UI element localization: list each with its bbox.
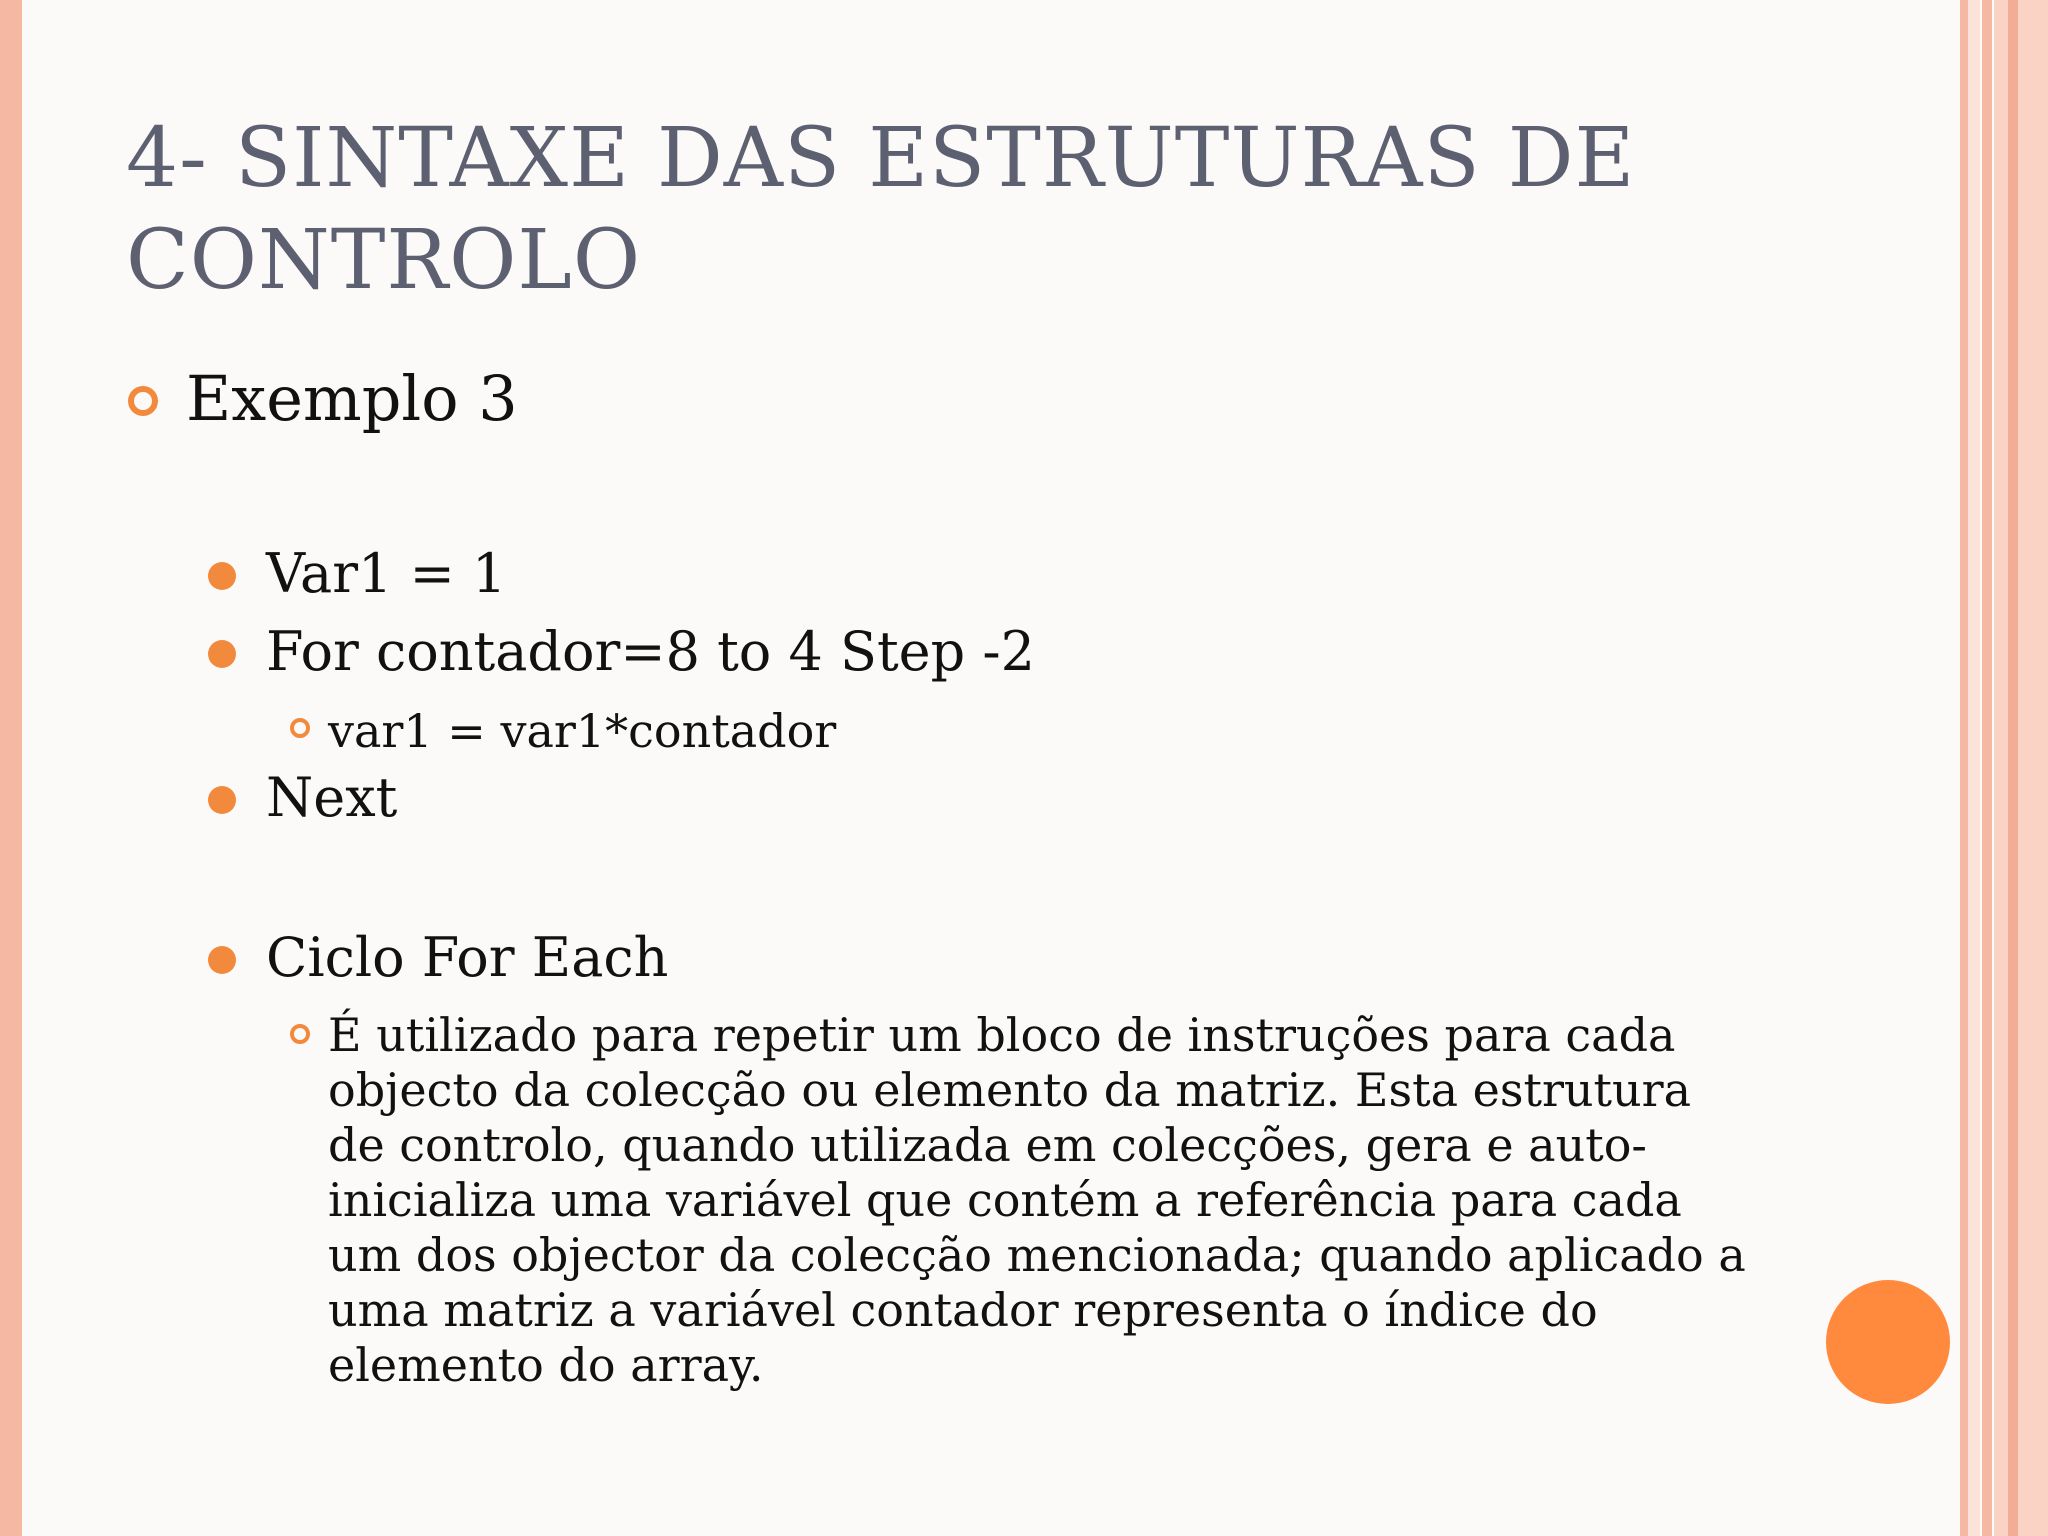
list-item: For contador=8 to 4 Step -2 — [266, 620, 1035, 683]
ring-bullet-icon — [290, 718, 310, 738]
list-item: Ciclo For Each — [266, 926, 669, 989]
dot-bullet-icon — [208, 640, 236, 668]
list-item: Next — [266, 766, 398, 829]
title-line-2: CONTROLO — [126, 213, 642, 308]
paragraph-line: objecto da colecção ou elemento da matriz. Esta estrutura — [328, 1063, 1692, 1117]
ring-bullet-icon — [290, 1024, 310, 1044]
right-border-stripe-4 — [1994, 0, 2048, 1536]
list-item: Var1 = 1 — [266, 542, 507, 605]
description-paragraph — [328, 1008, 1768, 1393]
paragraph-line: elemento do array. — [328, 1338, 764, 1392]
dot-bullet-icon — [208, 562, 236, 590]
paragraph-line: uma matriz a variável contador representa o índice do — [328, 1283, 1598, 1337]
ring-bullet-icon — [128, 386, 158, 416]
paragraph-line: inicializa uma variável que contém a referência para cada — [328, 1173, 1682, 1227]
dot-bullet-icon — [208, 946, 236, 974]
paragraph-line: um dos objector da colecção mencionada; quando aplicado a — [328, 1228, 1746, 1282]
dot-bullet-icon — [208, 786, 236, 814]
paragraph-line: de controlo, quando utilizada em colecções, gera e auto- — [328, 1118, 1647, 1172]
right-border-stripe-1 — [1960, 0, 1968, 1536]
paragraph-line: É utilizado para repetir um bloco de instruções para cada — [328, 1008, 1676, 1062]
decorative-orange-circle — [1826, 1280, 1950, 1404]
title-line-1: 4- SINTAXE DAS ESTRUTURAS DE — [126, 111, 1636, 206]
list-subitem: var1 = var1*contador — [328, 704, 837, 758]
right-border-stripe-5 — [2008, 0, 2018, 1536]
slide-title — [126, 108, 1686, 312]
left-border-stripe — [0, 0, 22, 1536]
right-border-stripe-2 — [1968, 0, 1980, 1536]
heading-exemplo: Exemplo 3 — [186, 362, 518, 435]
right-border-stripe-3 — [1982, 0, 1992, 1536]
